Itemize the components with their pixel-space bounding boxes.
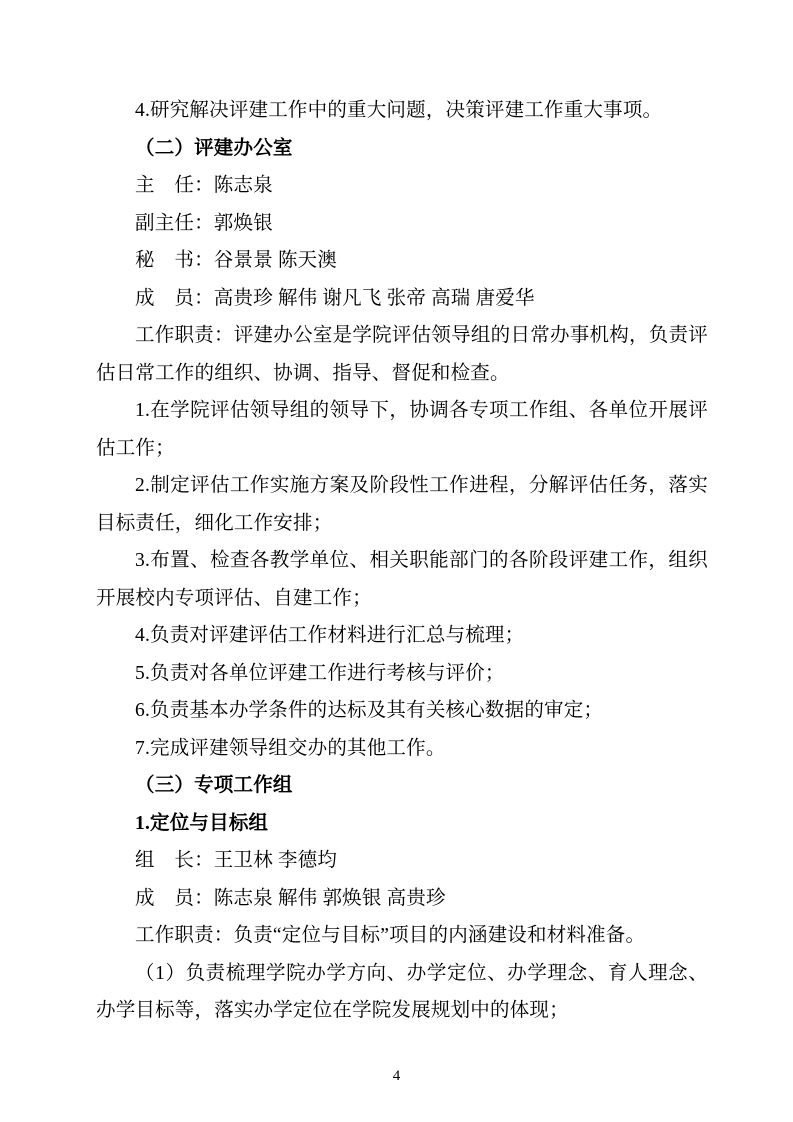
paragraph: 组 长：王卫林 李德均 (135, 850, 338, 871)
page-number: 4 (392, 1068, 401, 1084)
section-heading: （三）专项工作组 (135, 775, 293, 796)
paragraph: 成 员：陈志泉 解伟 郭焕银 高贵珍 (135, 887, 446, 909)
paragraph: 7.完成评建领导组交办的其他工作。 (135, 737, 446, 759)
paragraph: 3.布置、检查各教学单位、相关职能部门的各阶段评建工作，组织开展校内专项评估、自建工作； (96, 550, 708, 609)
paragraph: 5.负责对各单位评建工作进行考核与评价； (135, 662, 505, 684)
document-body (96, 92, 708, 1030)
paragraph: 2.制定评估工作实施方案及阶段性工作进程，分解评估任务，落实目标责任，细化工作安排； (96, 475, 708, 534)
paragraph: 4.负责对评建评估工作材料进行汇总与梳理； (135, 625, 525, 646)
paragraph: 6.负责基本办学条件的达标及其有关核心数据的审定； (135, 700, 604, 721)
paragraph: 工作职责：评建办公室是学院评估领导组的日常办事机构，负责评估日常工作的组织、协调、指导、督促和检查。 (96, 325, 708, 384)
paragraph: 4.研究解决评建工作中的重大问题，决策评建工作重大事项。 (135, 100, 663, 121)
paragraph: 副主任：郭焕银 (135, 212, 273, 234)
paragraph: 1.在学院评估领导组的领导下，协调各专项工作组、各单位开展评估工作； (96, 400, 708, 459)
paragraph: 秘 书：谷景景 陈天澳 (135, 250, 338, 271)
paragraph: 主 任：陈志泉 (135, 175, 273, 196)
paragraph: （1）负责梳理学院办学方向、办学定位、办学理念、育人理念、办学目标等，落实办学定位在学院发展规划中的体现； (96, 962, 708, 1021)
subsection-heading: 1.定位与目标组 (135, 812, 269, 834)
paragraph: 成 员：高贵珍 解伟 谢凡飞 张帝 高瑞 唐爱华 (135, 287, 535, 309)
paragraph: 工作职责：负责“定位与目标”项目的内涵建设和材料准备。 (135, 925, 646, 946)
section-heading: （二）评建办公室 (135, 137, 293, 159)
